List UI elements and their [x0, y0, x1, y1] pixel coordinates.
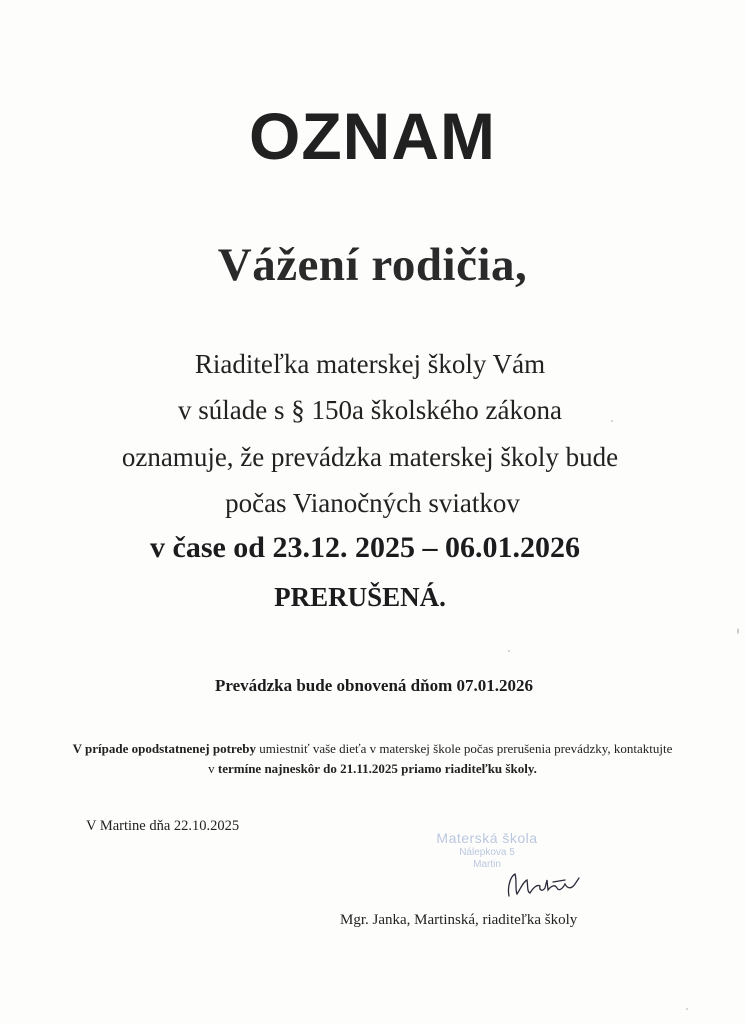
body-line-1: Riaditeľka materskej školy Vám: [194, 349, 546, 379]
notice-text: umiestniť vaše dieťa v materskej škole počas prerušenia prevádzky, kontaktujte v: [208, 741, 673, 776]
resume-date-line: Prevádzka bude obnovená dňom 07.01.2026: [214, 676, 533, 695]
scan-speck: [686, 1008, 688, 1010]
scan-speck: [611, 420, 613, 422]
body-line-2: v súlade s § 150a školského zákona: [178, 395, 562, 425]
stamp-line-1: Materská škola: [436, 830, 538, 846]
notice-title: OZNAM: [249, 99, 496, 173]
stamp-line-3: Martin: [473, 859, 501, 870]
stamp-line-2: Nálepkova 5: [459, 847, 515, 858]
school-stamp: [412, 830, 562, 870]
notice-bold-2: termíne najneskôr do 21.11.2025 priamo riaditeľku školy.: [217, 761, 537, 776]
body-line-3: oznamuje, že prevádzka materskej školy bude: [121, 442, 619, 472]
body-line-4: počas Vianočných sviatkov: [225, 488, 520, 518]
notice-bold-1: V prípade opodstatnenej potreby: [72, 741, 256, 756]
scan-speck: [737, 628, 739, 634]
contact-notice: [70, 739, 675, 779]
closure-status: PRERUŠENÁ.: [274, 582, 446, 612]
place-and-date: V Martine dňa 22.10.2025: [86, 818, 240, 834]
signatory: Mgr. Janka, Martinská, riaditeľka školy: [340, 912, 578, 928]
handwritten-signature: [495, 866, 605, 906]
closure-dates: v čase od 23.12. 2025 – 06.01.2026: [150, 531, 580, 564]
greeting: Vážení rodičia,: [217, 239, 528, 291]
scan-speck: [508, 650, 510, 652]
